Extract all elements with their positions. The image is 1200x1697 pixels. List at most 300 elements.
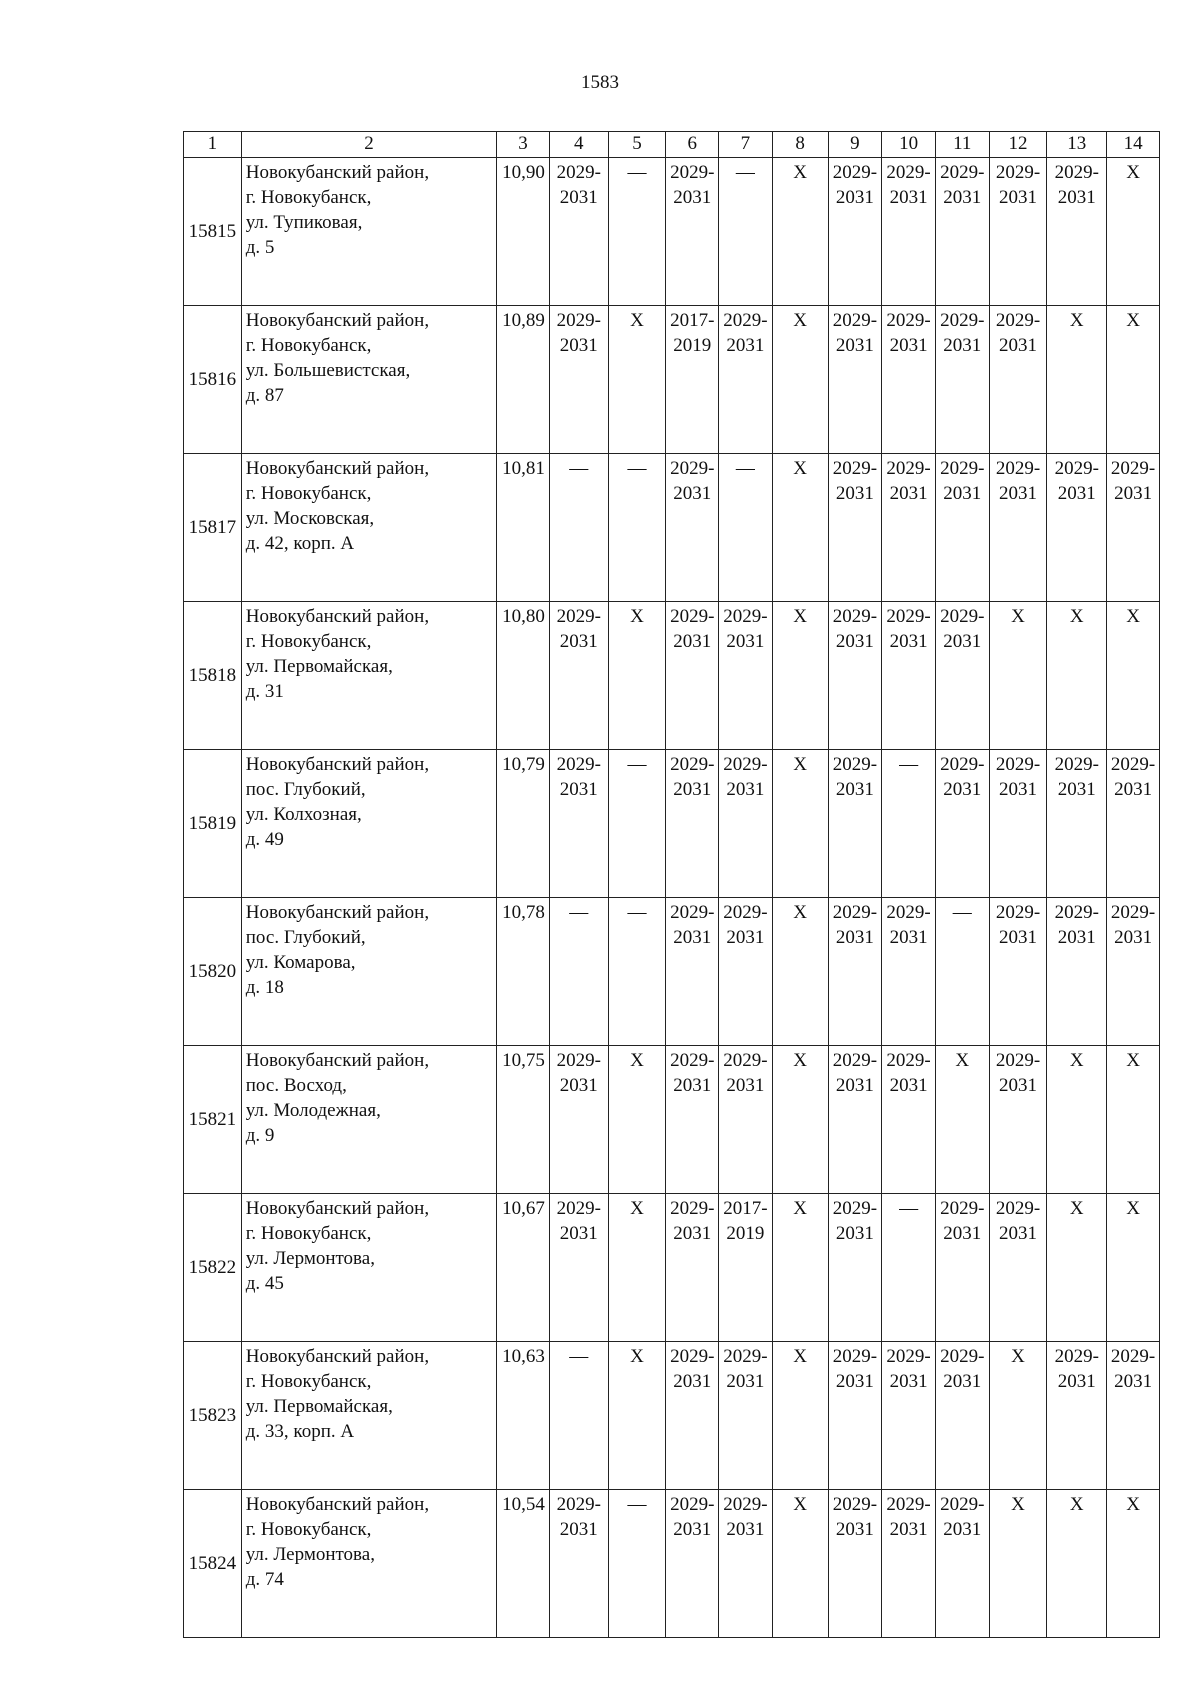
period-part: 2031 [559,1075,598,1096]
period-cell [1047,158,1107,306]
period-part: 2029- [670,1198,715,1219]
address-cell [241,1342,496,1490]
address-line: ул. Большевистская, [245,360,411,381]
period-cell [935,1194,989,1342]
period-part: 2029- [723,902,768,923]
cross-mark: X [1069,1494,1084,1515]
record-number: 15821 [184,1046,242,1194]
period-cell [989,158,1047,306]
period-part: 2029- [940,754,985,775]
period-part: 2029- [940,1346,985,1367]
cross-mark: X [1126,162,1140,183]
dash-mark: — [627,1494,647,1515]
address-line: ул. Комарова, [245,952,356,973]
address-line: д. 49 [245,829,284,850]
cross-cell [772,454,828,602]
period-part: 2031 [726,927,765,948]
dash-cell [608,158,666,306]
cross-cell [772,1046,828,1194]
column-header-6: 6 [666,132,719,158]
period-part: 2029- [723,1494,768,1515]
dash-cell [608,898,666,1046]
period-cell [935,454,989,602]
address-cell [241,898,496,1046]
address-cell [241,1194,496,1342]
period-part: 2031 [835,1075,874,1096]
address-line: д. 9 [245,1125,275,1146]
period-part: 2029- [1054,1346,1099,1367]
cross-mark: X [793,162,808,183]
period-part: 2029- [556,1494,601,1515]
period-part: 2029- [670,1346,715,1367]
period-cell [935,750,989,898]
cross-cell [608,1342,666,1490]
period-part: 2031 [889,1075,928,1096]
period-cell [828,1490,882,1638]
cross-cell [1107,306,1160,454]
cross-mark: X [630,606,644,627]
cross-mark: X [955,1050,970,1071]
period-part: 2029- [1054,902,1099,923]
period-cell [666,602,719,750]
period-part: 2029- [886,458,931,479]
period-cell [666,1046,719,1194]
period-part: 2031 [889,631,928,652]
address-cell [241,1046,496,1194]
period-cell [1107,1342,1160,1490]
cross-cell [1047,1490,1107,1638]
period-part: 2031 [1114,927,1153,948]
period-part: 2029- [995,1198,1041,1219]
period-cell [719,750,773,898]
cross-mark: X [793,606,808,627]
period-part: 2031 [889,1519,928,1540]
record-number: 15820 [184,898,242,1046]
period-part: 2029- [995,1050,1041,1071]
period-part: 2029- [832,458,878,479]
cross-cell [989,1342,1047,1490]
table-row [184,898,1160,1046]
cross-mark: X [1069,310,1084,331]
period-part: 2031 [726,335,765,356]
column-header-14: 14 [1107,132,1160,158]
period-cell [1107,898,1160,1046]
period-part: 2031 [726,1371,765,1392]
period-part: 2031 [943,187,982,208]
period-part: 2029- [940,1198,985,1219]
address-line: д. 74 [245,1569,284,1590]
area-value: 10,81 [497,454,550,602]
cross-mark: X [793,310,808,331]
cross-mark: X [793,1198,808,1219]
period-part: 2029- [832,1198,878,1219]
address-line: Новокубанский район, [245,310,430,331]
address-line: г. Новокубанск, [245,631,372,652]
period-cell [989,1194,1047,1342]
period-cell [828,602,882,750]
dash-mark: — [569,902,589,923]
period-part: 2031 [835,927,874,948]
period-part: 2031 [999,927,1037,948]
address-line: ул. Тупиковая, [245,212,363,233]
period-part: 2029- [556,1050,601,1071]
address-cell [241,1490,496,1638]
cross-cell [1047,1046,1107,1194]
address-line: пос. Глубокий, [245,927,366,948]
period-part: 2029- [670,1050,715,1071]
cross-mark: X [793,1050,808,1071]
period-cell [882,898,936,1046]
period-part: 2029- [995,458,1041,479]
period-part: 2029- [832,1346,878,1367]
period-part: 2031 [999,1223,1037,1244]
table-row [184,454,1160,602]
cross-mark: X [1069,1198,1084,1219]
column-header-8: 8 [772,132,828,158]
period-part: 2029- [1110,458,1156,479]
period-cell [549,1490,608,1638]
dash-cell [549,898,608,1046]
period-part: 2031 [726,1519,765,1540]
period-cell [935,602,989,750]
area-value: 10,89 [497,306,550,454]
period-part: 2029- [1110,754,1156,775]
period-cell [882,454,936,602]
dash-mark: — [569,458,589,479]
dash-mark: — [627,162,647,183]
dash-cell [882,750,936,898]
period-cell [882,306,936,454]
period-part: 2029- [723,1050,768,1071]
period-part: 2031 [673,1371,712,1392]
area-value: 10,63 [497,1342,550,1490]
column-header-2: 2 [241,132,496,158]
cross-mark: X [1126,1494,1140,1515]
period-part: 2031 [1057,927,1096,948]
cross-cell [1047,1194,1107,1342]
period-part: 2019 [673,335,712,356]
period-part: 2031 [943,1371,982,1392]
period-cell [989,306,1047,454]
period-cell [666,158,719,306]
period-part: 2031 [889,927,928,948]
dash-cell [608,1490,666,1638]
address-line: ул. Московская, [245,508,375,529]
period-part: 2029- [1110,902,1156,923]
period-part: 2031 [673,483,712,504]
period-cell [828,1342,882,1490]
period-cell [666,1194,719,1342]
period-part: 2029- [995,162,1041,183]
period-part: 2029- [886,902,931,923]
period-part: 2029- [723,606,768,627]
column-header-10: 10 [882,132,936,158]
cross-cell [772,750,828,898]
area-value: 10,78 [497,898,550,1046]
period-cell [1047,898,1107,1046]
dash-mark: — [899,1198,919,1219]
dash-mark: — [735,162,755,183]
period-part: 2029- [995,902,1041,923]
period-part: 2029- [1054,754,1099,775]
address-line: Новокубанский район, [245,1346,430,1367]
cross-cell [1107,158,1160,306]
period-part: 2031 [999,335,1037,356]
period-part: 2029- [723,1346,768,1367]
period-part: 2031 [889,335,928,356]
area-value: 10,75 [497,1046,550,1194]
cross-cell [608,1194,666,1342]
table-row [184,1490,1160,1638]
period-part: 2031 [889,187,928,208]
period-part: 2029- [1054,162,1099,183]
period-cell [989,454,1047,602]
cross-mark: X [630,310,644,331]
dash-cell [549,1342,608,1490]
period-part: 2017- [670,310,715,331]
address-line: пос. Восход, [245,1075,347,1096]
period-part: 2031 [835,483,874,504]
period-cell [719,1342,773,1490]
period-part: 2029- [886,606,931,627]
period-part: 2031 [999,1075,1037,1096]
address-line: ул. Молодежная, [245,1100,381,1121]
period-part: 2029- [832,902,878,923]
period-part: 2031 [943,483,982,504]
period-part: 2031 [673,927,712,948]
period-part: 2031 [835,779,874,800]
cross-mark: X [793,1346,808,1367]
address-line: Новокубанский район, [245,1494,430,1515]
period-part: 2031 [559,1223,598,1244]
cross-cell [1047,602,1107,750]
cross-cell [1107,1194,1160,1342]
address-line: г. Новокубанск, [245,335,372,356]
address-line: Новокубанский район, [245,902,430,923]
address-line: пос. Глубокий, [245,779,366,800]
period-cell [1047,1342,1107,1490]
period-part: 2031 [943,779,982,800]
period-cell [882,158,936,306]
record-number: 15818 [184,602,242,750]
cross-mark: X [1126,310,1140,331]
period-part: 2031 [559,631,598,652]
address-line: д. 87 [245,385,284,406]
cross-cell [1047,306,1107,454]
cross-mark: X [1126,1050,1140,1071]
cross-cell [1107,602,1160,750]
address-line: ул. Колхозная, [245,804,362,825]
period-part: 2029- [670,606,715,627]
period-cell [549,158,608,306]
cross-cell [772,306,828,454]
address-cell [241,158,496,306]
address-line: ул. Лермонтова, [245,1248,375,1269]
dash-cell [549,454,608,602]
period-cell [666,454,719,602]
period-cell [1107,454,1160,602]
dash-cell [608,454,666,602]
period-part: 2029- [940,606,985,627]
period-part: 2031 [726,779,765,800]
address-line: г. Новокубанск, [245,483,372,504]
period-part: 2031 [835,1371,874,1392]
period-part: 2029- [832,1050,878,1071]
period-part: 2031 [559,335,598,356]
area-value: 10,54 [497,1490,550,1638]
period-part: 2031 [1057,483,1096,504]
header-row [184,132,1160,158]
period-cell [719,306,773,454]
period-cell [882,1046,936,1194]
area-value: 10,80 [497,602,550,750]
period-part: 2031 [559,1519,598,1540]
period-part: 2029- [1110,1346,1156,1367]
period-cell [549,1194,608,1342]
period-part: 2029- [832,754,878,775]
table-row [184,602,1160,750]
cross-mark: X [1126,1198,1140,1219]
column-header-9: 9 [828,132,882,158]
period-cell [989,1046,1047,1194]
period-cell [1107,750,1160,898]
address-cell [241,306,496,454]
cross-mark: X [793,902,808,923]
cross-cell [989,1490,1047,1638]
period-part: 2029- [832,606,878,627]
period-cell [828,306,882,454]
period-part: 2031 [1057,779,1096,800]
period-part: 2031 [1114,779,1153,800]
period-part: 2031 [1114,483,1153,504]
period-part: 2031 [673,187,712,208]
address-line: ул. Лермонтова, [245,1544,375,1565]
period-part: 2031 [835,187,874,208]
address-line: Новокубанский район, [245,754,430,775]
period-part: 2029- [940,310,985,331]
period-part: 2031 [835,1223,874,1244]
period-cell [828,1194,882,1342]
address-line: г. Новокубанск, [245,187,372,208]
period-cell [719,602,773,750]
record-number: 15823 [184,1342,242,1490]
period-cell [989,750,1047,898]
period-part: 2031 [673,779,712,800]
address-line: д. 45 [245,1273,284,1294]
period-part: 2029- [995,754,1041,775]
period-part: 2029- [723,754,768,775]
period-part: 2031 [1057,187,1096,208]
table-row [184,306,1160,454]
cross-mark: X [1011,1346,1025,1367]
dash-mark: — [899,754,919,775]
address-line: ул. Первомайская, [245,1396,393,1417]
period-part: 2029- [670,162,715,183]
cross-mark: X [1126,606,1140,627]
area-value: 10,79 [497,750,550,898]
period-part: 2029- [886,162,931,183]
address-line: г. Новокубанск, [245,1519,372,1540]
period-cell [935,1342,989,1490]
period-cell [828,898,882,1046]
period-cell [666,750,719,898]
period-part: 2029- [886,310,931,331]
period-cell [1047,454,1107,602]
period-part: 2031 [559,187,598,208]
table-row [184,158,1160,306]
cross-mark: X [630,1050,644,1071]
record-number: 15822 [184,1194,242,1342]
period-part: 2019 [726,1223,765,1244]
period-part: 2031 [999,483,1037,504]
cross-mark: X [793,1494,808,1515]
cross-cell [608,306,666,454]
column-header-4: 4 [549,132,608,158]
period-part: 2029- [556,162,601,183]
period-part: 2031 [943,1223,982,1244]
period-part: 2029- [832,162,878,183]
page-number: 1583 [581,72,619,93]
period-part: 2029- [832,310,878,331]
period-cell [666,1342,719,1490]
period-cell [666,1490,719,1638]
cross-cell [608,1046,666,1194]
address-line: г. Новокубанск, [245,1223,372,1244]
address-cell [241,602,496,750]
cross-mark: X [630,1346,644,1367]
period-part: 2031 [999,187,1037,208]
period-part: 2029- [832,1494,878,1515]
address-line: д. 42, корп. А [245,533,355,554]
record-number: 15817 [184,454,242,602]
cross-cell [1107,1046,1160,1194]
column-header-7: 7 [719,132,773,158]
table-row [184,1046,1160,1194]
table-body [184,132,1160,1638]
period-part: 2031 [943,631,982,652]
record-number: 15815 [184,158,242,306]
cross-mark: X [1011,1494,1025,1515]
period-cell [719,898,773,1046]
period-part: 2029- [670,1494,715,1515]
dash-mark: — [627,902,647,923]
cross-cell [772,158,828,306]
cross-mark: X [1011,606,1025,627]
period-cell [719,1194,773,1342]
period-part: 2029- [995,310,1041,331]
period-cell [549,602,608,750]
table-row [184,1342,1160,1490]
period-cell [935,306,989,454]
column-header-12: 12 [989,132,1047,158]
dash-cell [882,1194,936,1342]
period-cell [828,454,882,602]
period-part: 2031 [999,779,1037,800]
period-part: 2031 [559,779,598,800]
cross-cell [608,602,666,750]
dash-cell [608,750,666,898]
period-part: 2029- [886,1346,931,1367]
address-line: д. 5 [245,237,275,258]
period-cell [1047,750,1107,898]
period-cell [719,1046,773,1194]
period-part: 2029- [556,754,601,775]
period-part: 2029- [886,1050,931,1071]
cross-mark: X [793,754,808,775]
period-part: 2029- [670,902,715,923]
address-cell [241,454,496,602]
period-part: 2029- [886,1494,931,1515]
